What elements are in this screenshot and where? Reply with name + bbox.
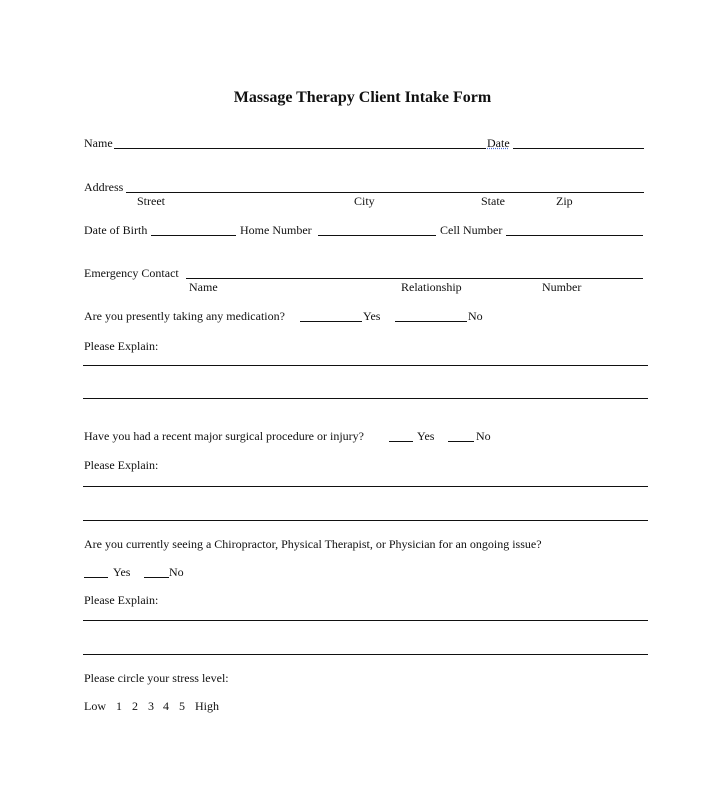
address-city-label: City <box>354 194 375 208</box>
medication-no-blank[interactable] <box>395 321 467 322</box>
medication-yes-blank[interactable] <box>300 321 362 322</box>
surgical-no-blank[interactable] <box>448 441 474 442</box>
medication-yes-label: Yes <box>363 309 381 323</box>
emergency-number-label: Number <box>542 280 582 294</box>
medication-explain-line-2[interactable] <box>83 398 648 399</box>
chiropractor-no-label: No <box>169 565 184 579</box>
form-title: Massage Therapy Client Intake Form <box>233 89 492 106</box>
surgical-question: Have you had a recent major surgical procedure or injury? <box>84 429 364 443</box>
date-label: Date <box>487 136 510 150</box>
home-number-field-line[interactable] <box>318 235 436 236</box>
surgical-yes-blank[interactable] <box>389 441 413 442</box>
surgical-explain-line-1[interactable] <box>83 486 648 487</box>
address-street-label: Street <box>137 194 165 208</box>
surgical-yes-label: Yes <box>417 429 435 443</box>
chiropractor-explain-label: Please Explain: <box>84 593 159 607</box>
dob-label: Date of Birth <box>84 223 148 237</box>
chiropractor-explain-line-1[interactable] <box>83 620 648 621</box>
cell-number-field-line[interactable] <box>506 235 643 236</box>
name-label: Name <box>84 136 113 150</box>
chiropractor-explain-line-2[interactable] <box>83 654 648 655</box>
stress-level-1[interactable]: 1 <box>116 699 122 713</box>
chiropractor-question: Are you currently seeing a Chiropractor, Physical Therapist, or Physician for an ongoing issue? <box>84 537 542 551</box>
medication-explain-label: Please Explain: <box>84 339 159 353</box>
stress-level-3[interactable]: 3 <box>148 699 154 713</box>
emergency-contact-label: Emergency Contact <box>84 266 179 280</box>
emergency-contact-field-line[interactable] <box>186 278 643 279</box>
stress-high-label: High <box>195 699 219 713</box>
stress-level-prompt: Please circle your stress level: <box>84 671 229 685</box>
surgical-explain-line-2[interactable] <box>83 520 648 521</box>
stress-level-5[interactable]: 5 <box>179 699 185 713</box>
stress-level-2[interactable]: 2 <box>132 699 138 713</box>
stress-level-4[interactable]: 4 <box>163 699 169 713</box>
address-label: Address <box>84 180 124 194</box>
date-field-line[interactable] <box>513 148 644 149</box>
address-zip-label: Zip <box>556 194 573 208</box>
date-field-lead-line <box>478 148 486 149</box>
emergency-relationship-label: Relationship <box>401 280 462 294</box>
home-number-label: Home Number <box>240 223 312 237</box>
dob-field-line[interactable] <box>151 235 236 236</box>
address-state-label: State <box>481 194 505 208</box>
stress-low-label: Low <box>84 699 106 713</box>
address-field-line[interactable] <box>126 192 644 193</box>
medication-question: Are you presently taking any medication? <box>84 309 285 323</box>
chiropractor-yes-blank[interactable] <box>84 577 108 578</box>
medication-no-label: No <box>468 309 483 323</box>
chiropractor-no-blank[interactable] <box>144 577 169 578</box>
emergency-name-label: Name <box>189 280 218 294</box>
surgical-explain-label: Please Explain: <box>84 458 159 472</box>
surgical-no-label: No <box>476 429 491 443</box>
cell-number-label: Cell Number <box>440 223 503 237</box>
medication-explain-line-1[interactable] <box>83 365 648 366</box>
name-field-line[interactable] <box>114 148 479 149</box>
chiropractor-yes-label: Yes <box>113 565 131 579</box>
